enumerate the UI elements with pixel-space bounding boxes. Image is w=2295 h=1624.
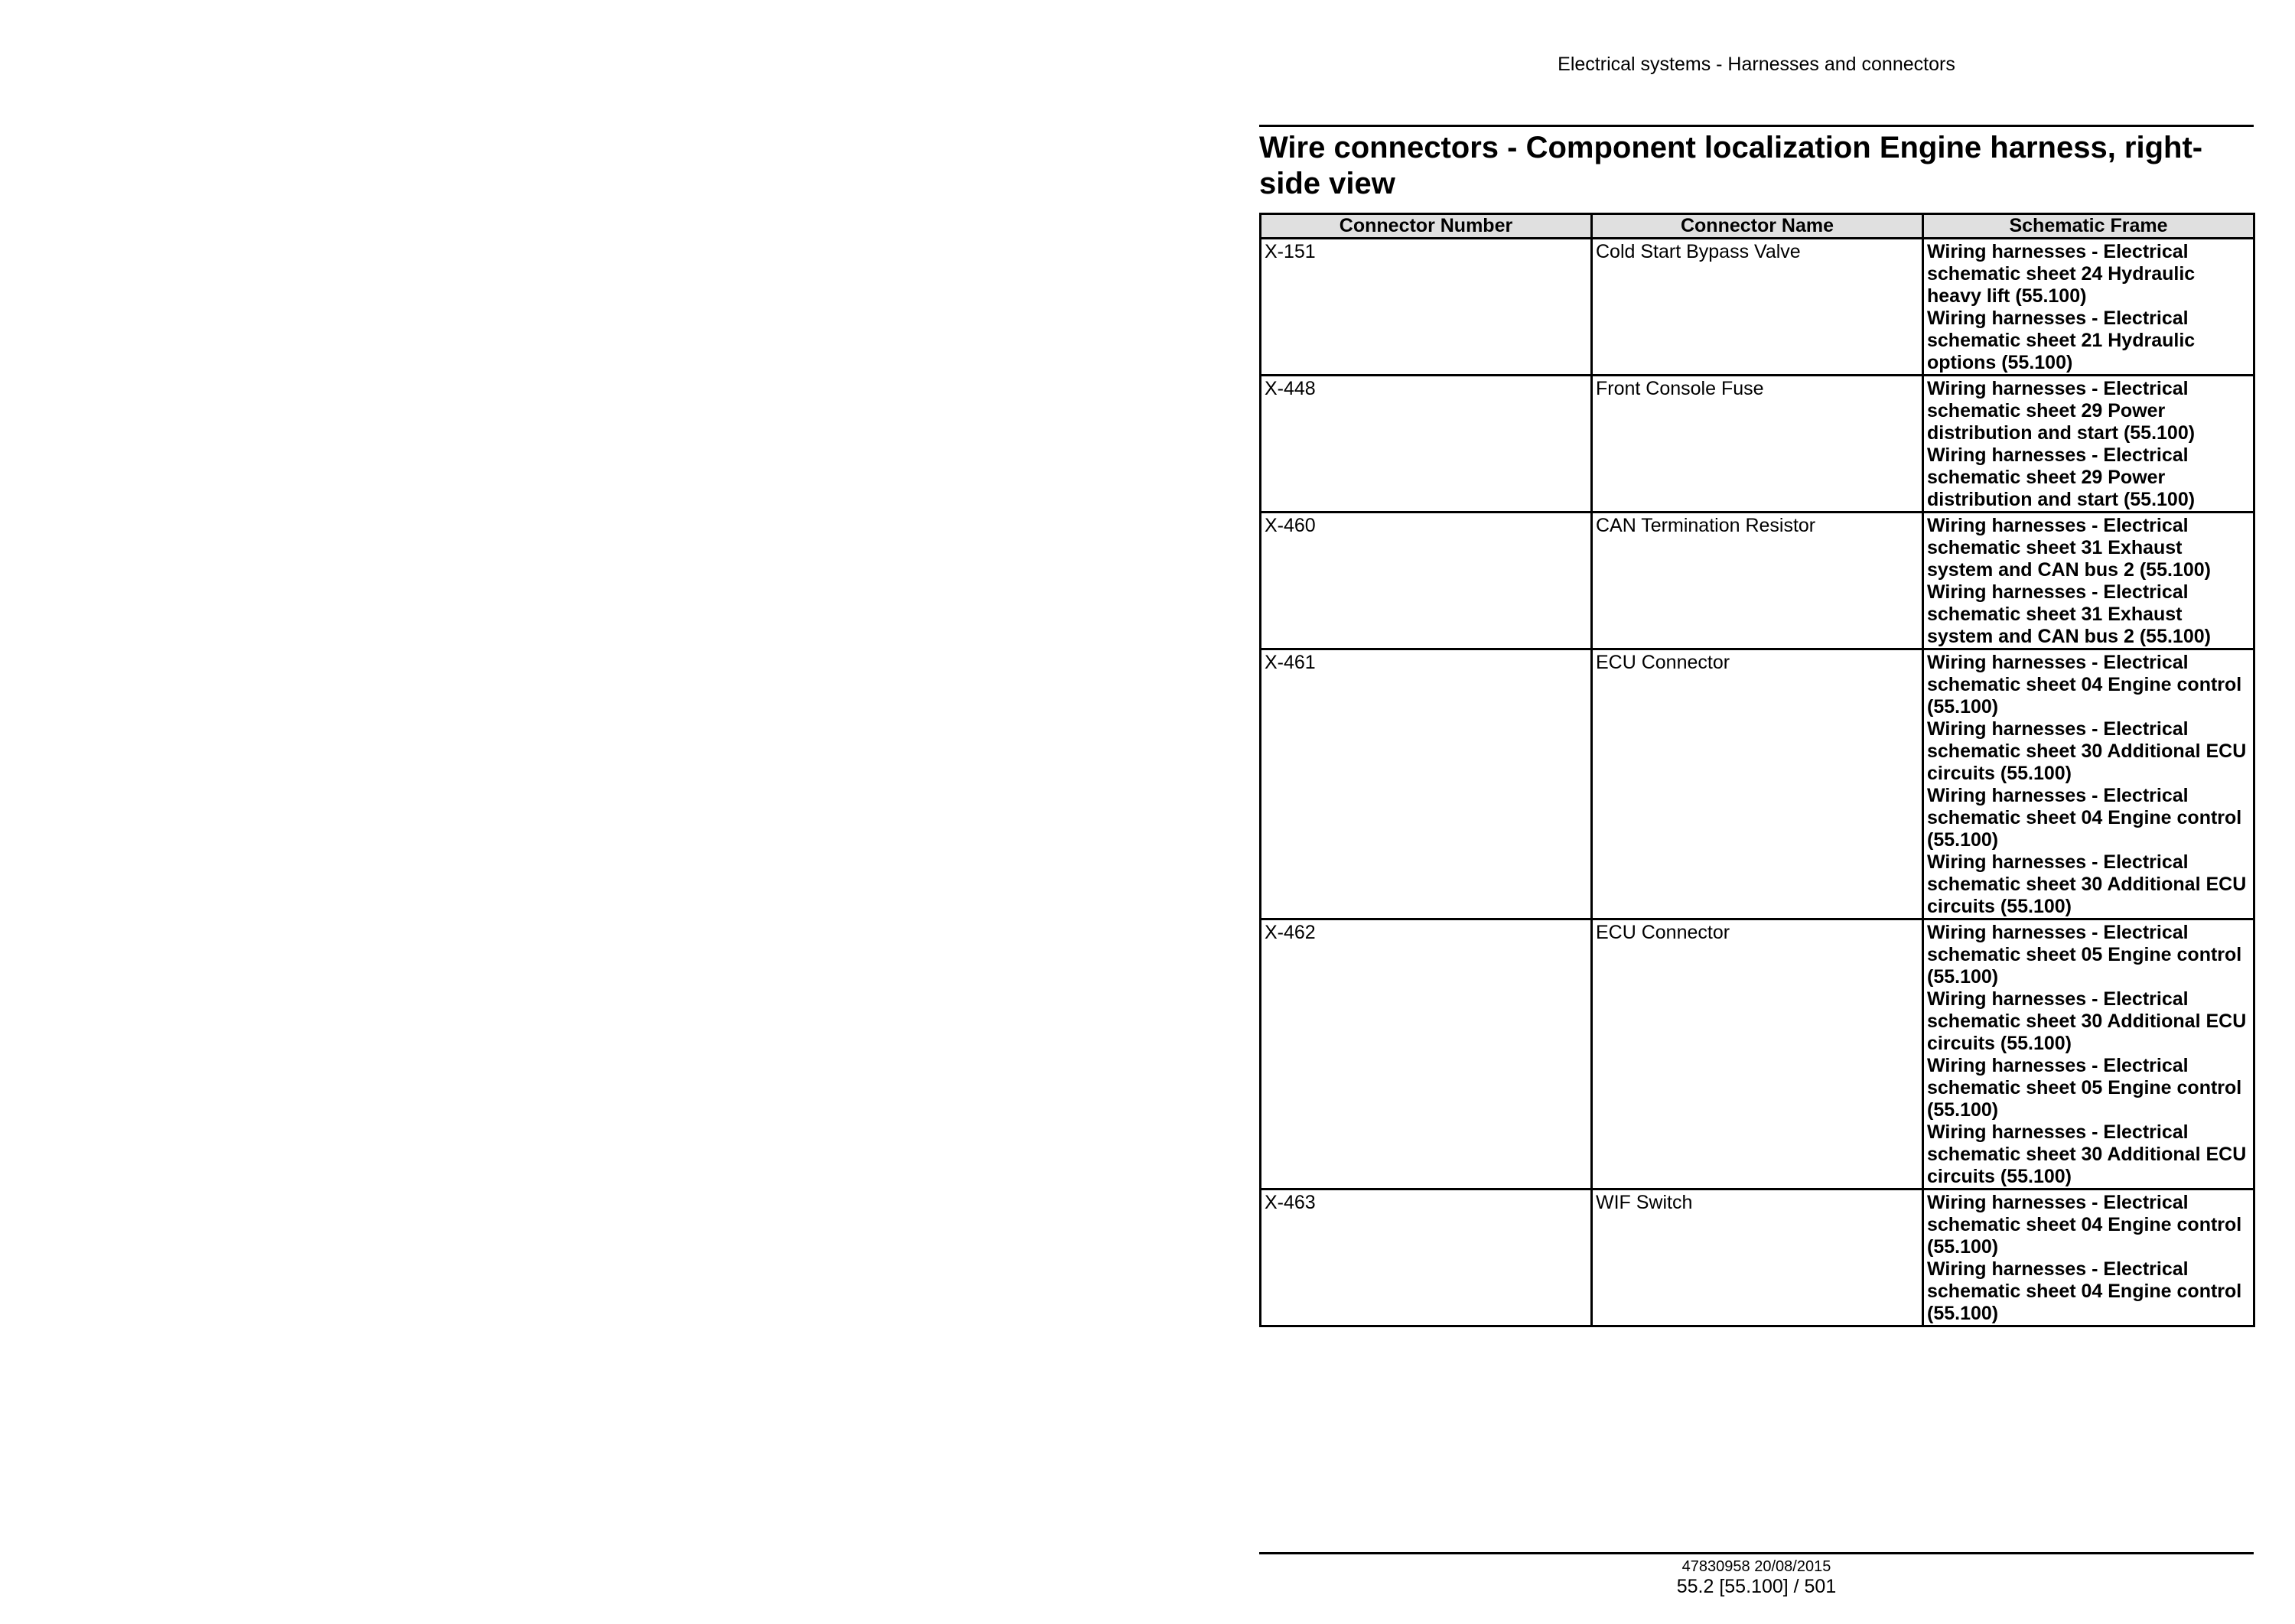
page-header: Electrical systems - Harnesses and connectors bbox=[1558, 54, 1955, 75]
schematic-frame-link[interactable]: Wiring harnesses - Electrical schematic sheet 05 Engine control (55.100) bbox=[1927, 1055, 2242, 1121]
schematic-frame-cell bbox=[1923, 919, 2254, 1190]
document-title: Wire connectors - Component localization Engine harness, right-side view bbox=[1259, 131, 2203, 200]
schematic-frame-link[interactable]: Wiring harnesses - Electrical schematic sheet 04 Engine control (55.100) bbox=[1927, 652, 2242, 718]
schematic-frame-cell bbox=[1923, 649, 2254, 919]
schematic-frame-link[interactable]: Wiring harnesses - Electrical schematic sheet 05 Engine control (55.100) bbox=[1927, 922, 2242, 988]
connector-number: X-151 bbox=[1261, 239, 1592, 376]
table-row bbox=[1261, 376, 2254, 513]
connector-name: WIF Switch bbox=[1592, 1190, 1923, 1326]
schematic-frame-link[interactable]: Wiring harnesses - Electrical schematic sheet 04 Engine control (55.100) bbox=[1927, 1258, 2242, 1324]
schematic-frame-link[interactable]: Wiring harnesses - Electrical schematic sheet 30 Additional ECU circuits (55.100) bbox=[1927, 1121, 2247, 1187]
connector-number: X-463 bbox=[1261, 1190, 1592, 1326]
schematic-frame-link[interactable]: Wiring harnesses - Electrical schematic sheet 24 Hydraulic heavy lift (55.100) bbox=[1927, 241, 2196, 307]
connector-number: X-461 bbox=[1261, 649, 1592, 919]
connector-name: Cold Start Bypass Valve bbox=[1592, 239, 1923, 376]
table-row bbox=[1261, 513, 2254, 649]
page-number: 55.2 [55.100] / 501 bbox=[1676, 1576, 1837, 1597]
schematic-frame-cell bbox=[1923, 1190, 2254, 1326]
table-row bbox=[1261, 919, 2254, 1190]
column-header-connector-name: Connector Name bbox=[1592, 214, 1923, 239]
connector-name: ECU Connector bbox=[1592, 919, 1923, 1190]
footer-divider bbox=[1259, 1552, 2254, 1554]
schematic-frame-cell bbox=[1923, 239, 2254, 376]
table-row bbox=[1261, 1190, 2254, 1326]
schematic-frame-cell bbox=[1923, 513, 2254, 649]
document-code: 47830958 20/08/2015 bbox=[1681, 1558, 1831, 1575]
connector-name: CAN Termination Resistor bbox=[1592, 513, 1923, 649]
table-row bbox=[1261, 239, 2254, 376]
schematic-frame-link[interactable]: Wiring harnesses - Electrical schematic sheet 04 Engine control (55.100) bbox=[1927, 785, 2242, 851]
schematic-frame-link[interactable]: Wiring harnesses - Electrical schematic sheet 30 Additional ECU circuits (55.100) bbox=[1927, 851, 2247, 917]
connector-table bbox=[1259, 213, 2255, 1327]
header-divider bbox=[1259, 125, 2254, 127]
table-header-row bbox=[1261, 214, 2254, 239]
connector-number: X-462 bbox=[1261, 919, 1592, 1190]
schematic-frame-link[interactable]: Wiring harnesses - Electrical schematic sheet 30 Additional ECU circuits (55.100) bbox=[1927, 988, 2247, 1054]
schematic-frame-cell bbox=[1923, 376, 2254, 513]
schematic-frame-link[interactable]: Wiring harnesses - Electrical schematic sheet 31 Exhaust system and CAN bus 2 (55.100) bbox=[1927, 581, 2211, 647]
schematic-frame-link[interactable]: Wiring harnesses - Electrical schematic sheet 21 Hydraulic options (55.100) bbox=[1927, 308, 2196, 373]
connector-number: X-460 bbox=[1261, 513, 1592, 649]
connector-name: ECU Connector bbox=[1592, 649, 1923, 919]
column-header-connector-number: Connector Number bbox=[1261, 214, 1592, 239]
column-header-schematic-frame: Schematic Frame bbox=[1923, 214, 2254, 239]
schematic-frame-link[interactable]: Wiring harnesses - Electrical schematic sheet 31 Exhaust system and CAN bus 2 (55.100) bbox=[1927, 515, 2211, 581]
connector-number: X-448 bbox=[1261, 376, 1592, 513]
connector-name: Front Console Fuse bbox=[1592, 376, 1923, 513]
schematic-frame-link[interactable]: Wiring harnesses - Electrical schematic sheet 30 Additional ECU circuits (55.100) bbox=[1927, 718, 2247, 784]
schematic-frame-link[interactable]: Wiring harnesses - Electrical schematic sheet 29 Power distribution and start (55.100) bbox=[1927, 444, 2196, 510]
schematic-frame-link[interactable]: Wiring harnesses - Electrical schematic sheet 04 Engine control (55.100) bbox=[1927, 1192, 2242, 1258]
table-row bbox=[1261, 649, 2254, 919]
schematic-frame-link[interactable]: Wiring harnesses - Electrical schematic sheet 29 Power distribution and start (55.100) bbox=[1927, 378, 2196, 444]
